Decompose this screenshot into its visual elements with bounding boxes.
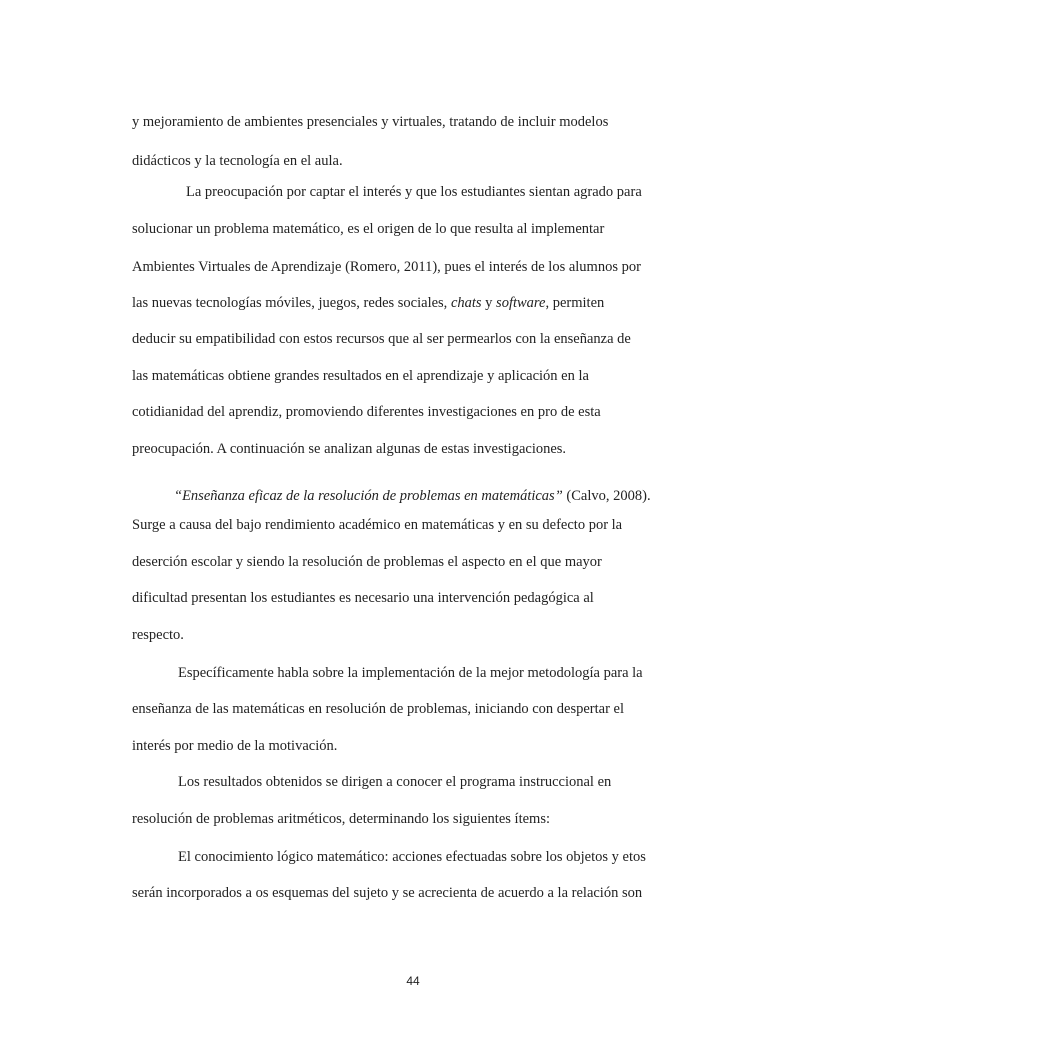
text-line <box>132 589 594 607</box>
italic-text: chats <box>450 295 482 311</box>
italic-text: software <box>496 295 546 311</box>
text-segment: Específicamente habla sobre la implementación de la mejor metodología para la <box>178 665 643 681</box>
text-segment: (Calvo, 2008). <box>562 488 651 504</box>
page-number: 44 <box>406 974 420 988</box>
text-line <box>132 258 641 276</box>
text-segment: Ambientes Virtuales de Aprendizaje (Romero, 2011), pues el interés de los alumnos por <box>132 259 641 275</box>
text-segment: Surge a causa del bajo rendimiento académico en matemáticas y en su defecto por la <box>132 517 623 533</box>
text-segment: cotidianidad del aprendiz, promoviendo diferentes investigaciones en pro de esta <box>132 404 601 420</box>
text-line <box>132 220 604 238</box>
text-line <box>132 626 184 644</box>
text-line <box>132 330 631 348</box>
text-line <box>132 113 608 131</box>
text-line <box>178 848 646 866</box>
text-segment: las matemáticas obtiene grandes resultados en el aprendizaje y aplicación en la <box>132 368 589 384</box>
text-line <box>132 700 624 718</box>
text-segment: El conocimiento lógico matemático: acciones efectuadas sobre los objetos y etos <box>178 849 646 865</box>
text-segment: deserción escolar y siendo la resolución de problemas el aspecto en el que mayor <box>132 554 602 570</box>
italic-text: “Enseñanza eficaz de la resolución de problemas en matemáticas” <box>174 488 563 504</box>
text-segment: y mejoramiento de ambientes presenciales y virtuales, tratando de incluir modelos <box>132 114 609 130</box>
text-segment: enseñanza de las matemáticas en resolución de problemas, iniciando con despertar el <box>132 701 624 717</box>
text-line <box>132 884 642 902</box>
text-line <box>132 810 550 828</box>
text-line <box>132 294 604 312</box>
text-line <box>132 737 337 755</box>
text-segment: serán incorporados a os esquemas del sujeto y se acrecienta de acuerdo a la relación son <box>132 885 643 901</box>
text-segment: , permiten <box>545 295 605 311</box>
text-line <box>132 553 602 571</box>
text-line <box>132 367 589 385</box>
text-segment: interés por medio de la motivación. <box>132 738 338 754</box>
text-segment: las nuevas tecnologías móviles, juegos, redes sociales, <box>132 295 451 311</box>
text-line <box>132 440 566 458</box>
text-line <box>132 516 622 534</box>
text-segment: dificultad presentan los estudiantes es necesario una intervención pedagógica al <box>132 590 594 606</box>
text-line <box>186 183 642 201</box>
text-segment: didácticos y la tecnología en el aula. <box>132 153 343 169</box>
text-segment: solucionar un problema matemático, es el origen de lo que resulta al implementar <box>132 221 605 237</box>
text-line <box>132 403 601 421</box>
text-line <box>178 664 643 682</box>
text-segment: preocupación. A continuación se analizan algunas de estas investigaciones. <box>132 441 567 457</box>
text-line <box>174 487 651 505</box>
text-segment: deducir su empatibilidad con estos recursos que al ser permearlos con la enseñanza de <box>132 331 631 347</box>
text-segment: Los resultados obtenidos se dirigen a conocer el programa instruccional en <box>178 774 612 790</box>
text-segment: y <box>481 295 497 311</box>
text-line <box>132 152 343 170</box>
text-segment: resolución de problemas aritméticos, determinando los siguientes ítems: <box>132 811 550 827</box>
text-segment: respecto. <box>132 627 184 643</box>
text-line <box>178 773 611 791</box>
text-segment: La preocupación por captar el interés y que los estudiantes sientan agrado para <box>186 184 642 200</box>
